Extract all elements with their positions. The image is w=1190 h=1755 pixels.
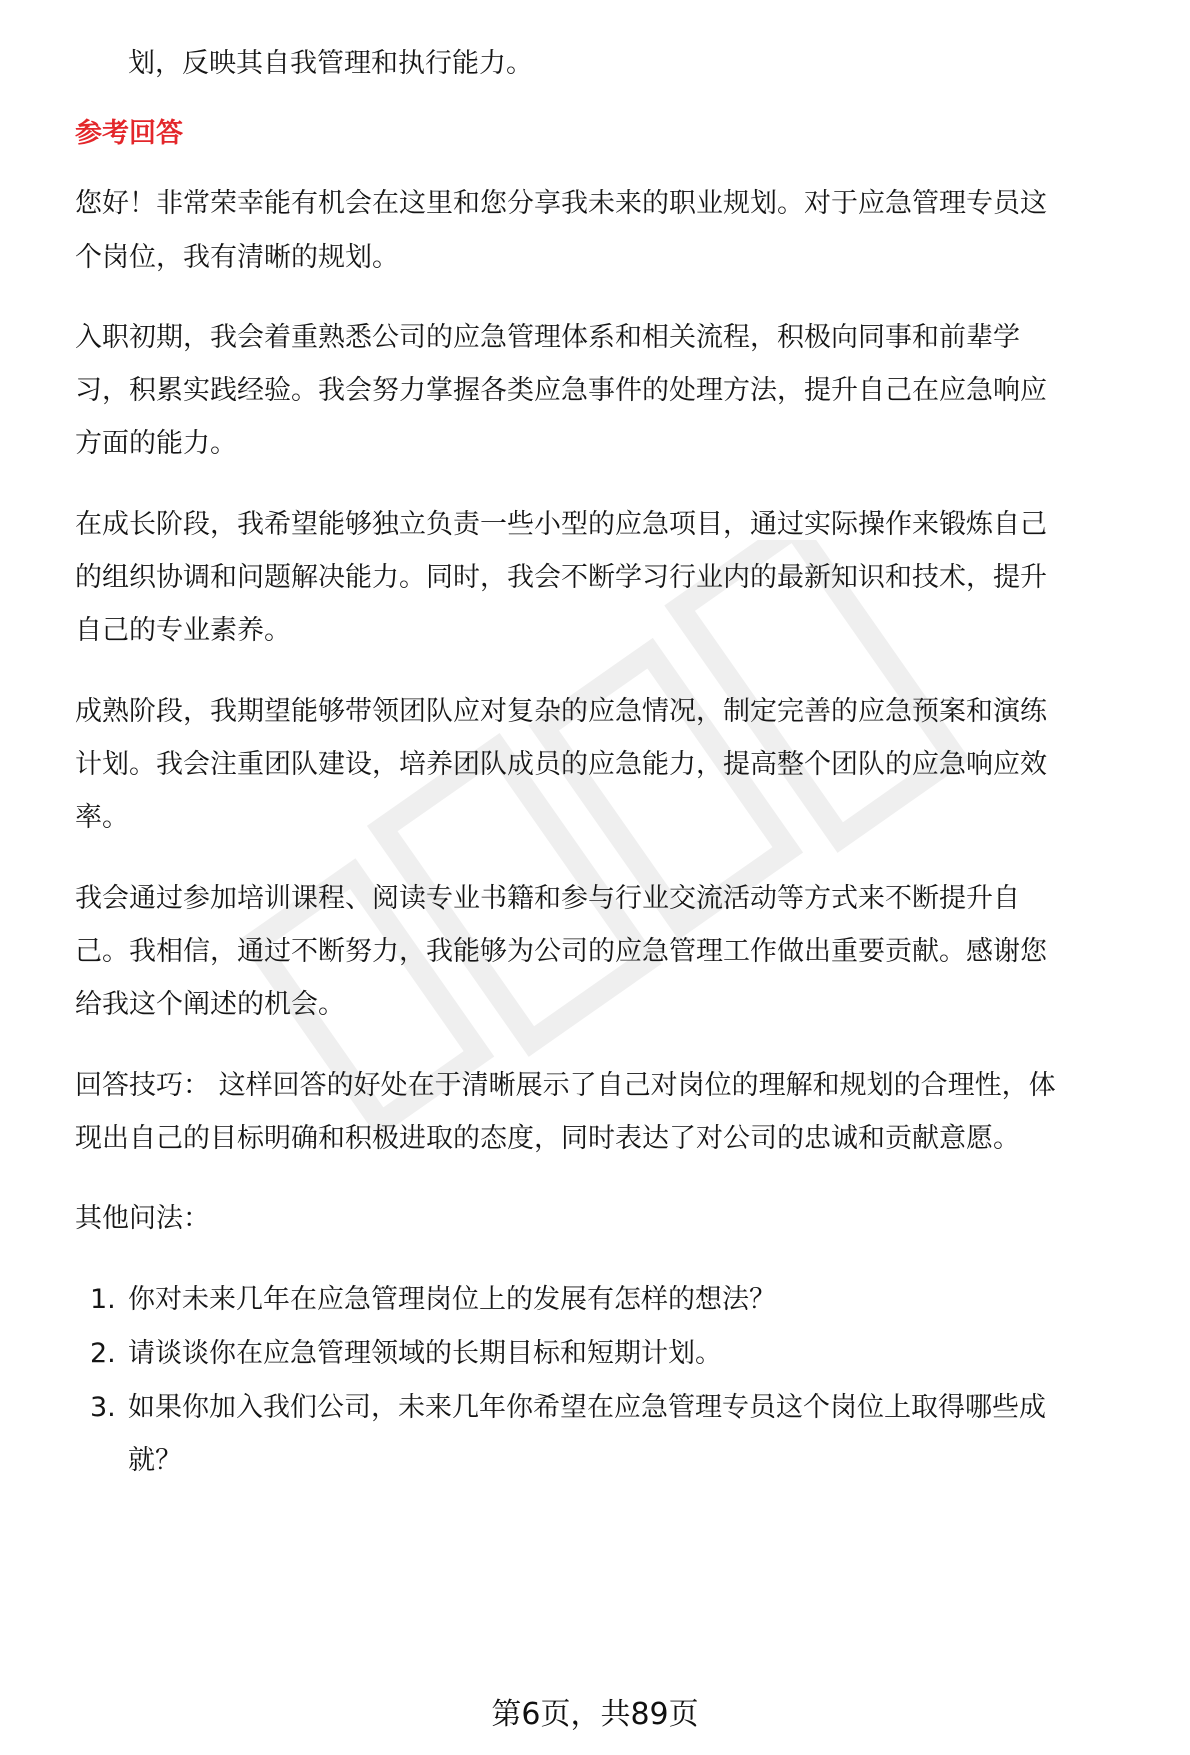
paragraph-line: 在成长阶段，我希望能够独立负责一些小型的应急项目，通过实际操作来锻炼自己 [75,509,1047,540]
list-item-continuation: 就？ [128,1445,182,1476]
list-item: 请谈谈你在应急管理领域的长期目标和短期计划。 [128,1338,722,1369]
answer-heading: 参考回答 [75,118,183,149]
paragraph-line: 入职初期，我会着重熟悉公司的应急管理体系和相关流程，积极向同事和前辈学 [75,322,1020,353]
other-questions-label: 其他问法： [75,1203,210,1234]
list-number: 3. [90,1392,116,1423]
page-number-footer: 第6页，共89页 [491,1697,699,1732]
paragraph-line: 计划。我会注重团队建设，培养团队成员的应急能力，提高整个团队的应急响应效 [75,749,1047,780]
paragraph-line: 率。 [75,802,129,833]
paragraph-line: 己。我相信，通过不断努力，我能够为公司的应急管理工作做出重要贡献。感谢您 [75,936,1047,967]
paragraph-line: 您好！非常荣幸能有机会在这里和您分享我未来的职业规划。对于应急管理专员这 [75,188,1047,219]
paragraph-line: 个岗位，我有清晰的规划。 [75,242,399,273]
intro-tail-text: 划，反映其自我管理和执行能力。 [128,48,533,79]
paragraph-line: 方面的能力。 [75,428,237,459]
paragraph-line: 自己的专业素养。 [75,615,291,646]
watermark-graphic [200,540,1020,1140]
list-number: 2. [90,1338,116,1369]
paragraph-line: 给我这个阐述的机会。 [75,989,345,1020]
tips-line: 回答技巧： 这样回答的好处在于清晰展示了自己对岗位的理解和规划的合理性，体 [75,1070,1056,1101]
list-number: 1. [90,1284,116,1315]
paragraph-line: 成熟阶段，我期望能够带领团队应对复杂的应急情况，制定完善的应急预案和演练 [75,696,1047,727]
list-item: 如果你加入我们公司，未来几年你希望在应急管理专员这个岗位上取得哪些成 [128,1392,1046,1423]
tips-line: 现出自己的目标明确和积极进取的态度，同时表达了对公司的忠诚和贡献意愿。 [75,1123,1020,1154]
paragraph-line: 习，积累实践经验。我会努力掌握各类应急事件的处理方法，提升自己在应急响应 [75,375,1047,406]
list-item: 你对未来几年在应急管理岗位上的发展有怎样的想法？ [128,1284,776,1315]
paragraph-line: 的组织协调和问题解决能力。同时，我会不断学习行业内的最新知识和技术，提升 [75,562,1047,593]
paragraph-line: 我会通过参加培训课程、阅读专业书籍和参与行业交流活动等方式来不断提升自 [75,883,1020,914]
